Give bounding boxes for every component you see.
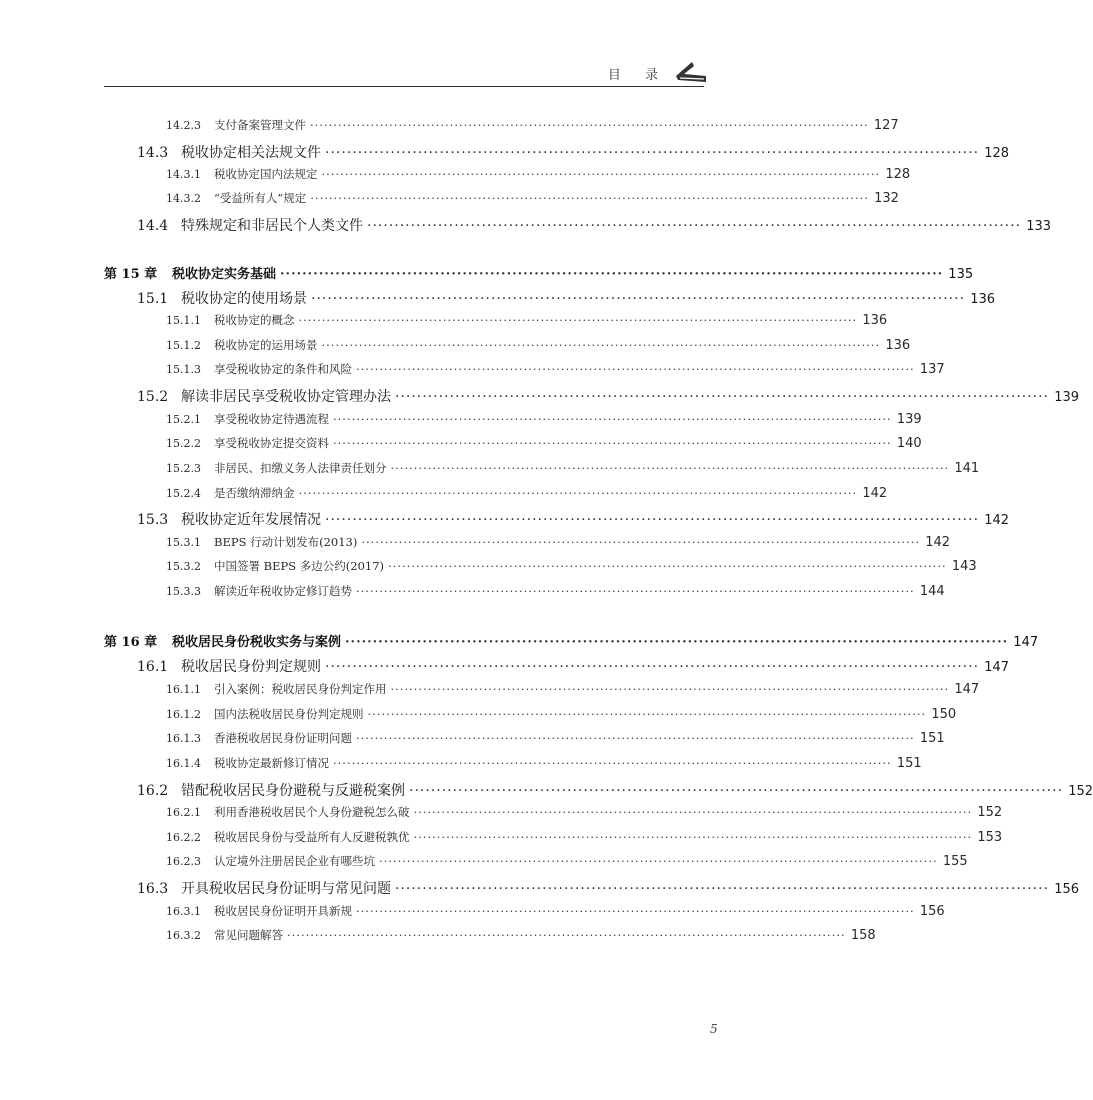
toc-entry-number: 14.3 [137,145,169,161]
toc-entry-title: 解读近年税收协定修订趋势 [214,584,352,598]
toc-entry-title: “受益所有人”规定 [214,191,307,205]
toc-entry-title: 非居民、扣缴义务人法律责任划分 [214,461,387,475]
toc-entry-number: 15.1.2 [166,339,201,352]
toc-subsection-entry [166,411,922,427]
toc-subsection-entry [166,534,951,550]
toc-entry-title: 香港税收居民身份证明问题 [214,731,352,745]
toc-section-entry [137,509,1010,529]
toc-page-number: 155 [942,854,968,869]
toc-entry-title: 税收居民身份税收实务与案例 [172,635,342,650]
toc-page-number: 142 [862,486,888,501]
toc-dot-leader: ························································································································ [367,218,1022,234]
toc-page-number: 147 [1013,635,1039,650]
toc-page-number: 153 [977,830,1003,845]
toc-entry-number: 16.1.4 [166,757,201,770]
toc-page-number: 142 [984,513,1010,528]
toc-entry-title: 税收协定国内法规定 [214,167,318,181]
toc-entry-title: 税收居民身份与受益所有人反避税孰优 [214,830,410,844]
toc-entry-title: 引入案例：税收居民身份判定作用 [214,682,387,696]
toc-chapter-entry [104,263,974,282]
toc-entry-number: 14.2.3 [166,119,201,132]
toc-page-number: 139 [1054,390,1080,405]
toc-entry-number: 16.3.2 [166,929,201,942]
toc-entry-number: 15.2.1 [166,413,201,426]
toc-entry-number: 15.2.2 [166,437,201,450]
toc-section-entry [137,142,1010,162]
toc-section-entry [137,386,1080,406]
toc-page-number: 156 [919,904,945,919]
toc-section-entry [137,215,1052,235]
toc-page-number: 152 [977,805,1003,820]
toc-dot-leader: ························································································································ [333,436,892,450]
toc-entry-title: 利用香港税收居民个人身份避税怎么破 [214,805,410,819]
toc-entry-number: 15.3.1 [166,536,201,549]
toc-entry-title: 解读非居民享受税收协定管理办法 [181,389,391,405]
toc-dot-leader: ························································································································ [333,756,892,770]
toc-entry-number: 14.3.2 [166,192,201,205]
toc-subsection-entry [166,312,888,328]
toc-dot-leader: ························································································································ [310,118,869,132]
toc-entry-number: 15.2.4 [166,487,201,500]
toc-entry-number: 15.3.3 [166,585,201,598]
toc-entry-title: 国内法税收居民身份判定规则 [214,707,364,721]
toc-entry-number: 15.1.1 [166,314,201,327]
toc-dot-leader: ························································································································ [356,362,915,376]
toc-page-number: 151 [919,731,945,746]
toc-entry-title: 享受税收协定待遇流程 [214,412,329,426]
toc-subsection-entry [166,361,945,377]
toc-page-number: 158 [850,928,876,943]
toc-dot-leader: ························································································································ [298,486,858,500]
toc-page-number: 151 [896,756,922,771]
toc-dot-leader: ························································································································ [388,559,947,573]
toc-entry-title: 税收协定的使用场景 [181,291,307,307]
toc-entry-number: 15.2 [137,389,169,405]
toc-dot-leader: ························································································································ [311,291,966,307]
toc-subsection-entry [166,117,899,133]
toc-entry-title: 享受税收协定提交资料 [214,436,329,450]
toc-section-entry [137,288,996,308]
toc-page-number: 136 [970,292,996,307]
toc-page-number: 152 [1068,784,1093,799]
toc-entry-title: 常见问题解答 [214,928,283,942]
toc-page-number: 128 [984,146,1010,161]
toc-dot-leader: ························································································································ [321,167,881,181]
toc-page-number: 141 [954,461,980,476]
toc-entry-number: 16.1 [137,659,169,675]
toc-chapter-entry [104,631,1039,650]
toc-entry-number: 16.3.1 [166,905,201,918]
toc-entry-number: 16.1.1 [166,683,201,696]
toc-subsection-entry [166,583,945,599]
running-header-title: 目 录 [607,68,668,83]
toc-subsection-entry [166,829,1003,845]
toc-subsection-entry [166,853,968,869]
toc-entry-title: 税收协定实务基础 [172,267,277,282]
toc-dot-leader: ························································································································ [409,783,1064,799]
toc-entry-title: 税收居民身份证明开具新规 [214,904,352,918]
toc-dot-leader: ························································································································ [325,659,980,675]
toc-entry-number: 14.3.1 [166,168,201,181]
toc-page-number: 147 [984,660,1010,675]
toc-dot-leader: ························································································································ [356,584,915,598]
toc-subsection-entry [166,706,957,722]
toc-entry-title: 税收协定近年发展情况 [181,512,321,528]
toc-entry-number: 16.1.3 [166,732,201,745]
toc-section-entry [137,656,1010,676]
toc-entry-title: BEPS 行动计划发布(2013) [214,535,358,549]
toc-dot-leader: ························································································································ [287,928,846,942]
page-number: 5 [710,1022,718,1036]
toc-entry-number: 15.3 [137,512,169,528]
toc-dot-leader: ························································································································ [298,313,858,327]
toc-page-number: 140 [896,436,922,451]
toc-entry-number: 16.2.2 [166,831,201,844]
toc-page-number: 136 [862,313,888,328]
toc-entry-number: 15.1 [137,291,169,307]
toc-entry-number: 14.4 [137,218,169,234]
toc-entry-title: 中国签署 BEPS 多边公约(2017) [214,559,385,573]
toc-entry-title: 税收居民身份判定规则 [181,659,321,675]
toc-entry-title: 支付备案管理文件 [214,118,306,132]
toc-page-number: 133 [1026,219,1052,234]
toc-subsection-entry [166,730,945,746]
toc-page-number: 139 [896,412,922,427]
toc-dot-leader: ························································································································ [345,635,1009,650]
toc-entry-title: 错配税收居民身份避税与反避税案例 [181,783,405,799]
toc-section-entry [137,878,1080,898]
toc-dot-leader: ························································································································ [395,881,1050,897]
toc-page-number: 150 [931,707,957,722]
toc-dot-leader: ························································································································ [280,267,944,282]
toc-dot-leader: ························································································································ [395,389,1050,405]
toc-dot-leader: ························································································································ [379,854,938,868]
toc-subsection-entry [166,804,1003,820]
toc-dot-leader: ························································································································ [333,412,892,426]
toc-subsection-entry [166,190,899,206]
toc-subsection-entry [166,903,945,919]
toc-dot-leader: ························································································································ [413,805,973,819]
toc-entry-number: 16.2 [137,783,169,799]
toc-entry-number: 15.1.3 [166,363,201,376]
toc-section-entry [137,780,1093,800]
toc-entry-number: 第 16 章 [104,635,158,650]
toc-page-number: 137 [919,362,945,377]
toc-dot-leader: ························································································································ [321,338,881,352]
toc-entry-number: 16.2.3 [166,855,201,868]
toc-dot-leader: ························································································································ [356,731,915,745]
toc-page-number: 147 [954,682,980,697]
toc-subsection-entry [166,485,888,501]
toc-dot-leader: ························································································································ [390,682,950,696]
toc-entry-title: 税收协定相关法规文件 [181,145,321,161]
toc-dot-leader: ························································································································ [325,145,980,161]
toc-page-number: 128 [885,167,911,182]
toc-page-number: 127 [873,118,899,133]
toc-dot-leader: ························································································································ [390,461,950,475]
toc-page-number: 143 [951,559,977,574]
toc-entry-number: 15.2.3 [166,462,201,475]
toc-page-number: 142 [925,535,951,550]
toc-dot-leader: ························································································································ [356,904,915,918]
toc-dot-leader: ························································································································ [413,830,973,844]
toc-subsection-entry [166,558,977,574]
toc-entry-title: 是否缴纳滞纳金 [214,486,295,500]
toc-subsection-entry [166,166,911,182]
toc-subsection-entry [166,435,922,451]
toc-subsection-entry [166,755,922,771]
toc-entry-title: 认定境外注册居民企业有哪些坑 [214,854,375,868]
toc-subsection-entry [166,337,911,353]
toc-entry-title: 税收协定最新修订情况 [214,756,329,770]
toc-entry-number: 16.3 [137,881,169,897]
toc-subsection-entry [166,927,876,943]
toc-entry-number: 第 15 章 [104,267,158,282]
toc-page-number: 135 [948,267,974,282]
toc-page-number: 156 [1054,882,1080,897]
toc-page-number: 144 [919,584,945,599]
toc-subsection-entry [166,460,980,476]
toc-dot-leader: ························································································································ [361,535,921,549]
toc-entry-number: 15.3.2 [166,560,201,573]
toc-entry-number: 16.1.2 [166,708,201,721]
toc-entry-title: 开具税收居民身份证明与常见问题 [181,881,391,897]
toc-entry-title: 特殊规定和非居民个人类文件 [181,218,363,234]
toc-entry-title: 享受税收协定的条件和风险 [214,362,352,376]
toc-dot-leader: ························································································································ [310,191,869,205]
toc-entry-title: 税收协定的运用场景 [214,338,318,352]
toc-dot-leader: ························································································································ [325,512,980,528]
toc-entry-number: 16.2.1 [166,806,201,819]
toc-page-number: 136 [885,338,911,353]
toc-subsection-entry [166,681,980,697]
toc-entry-title: 税收协定的概念 [214,313,295,327]
toc-page-number: 132 [874,191,899,206]
toc-dot-leader: ························································································································ [367,707,927,721]
